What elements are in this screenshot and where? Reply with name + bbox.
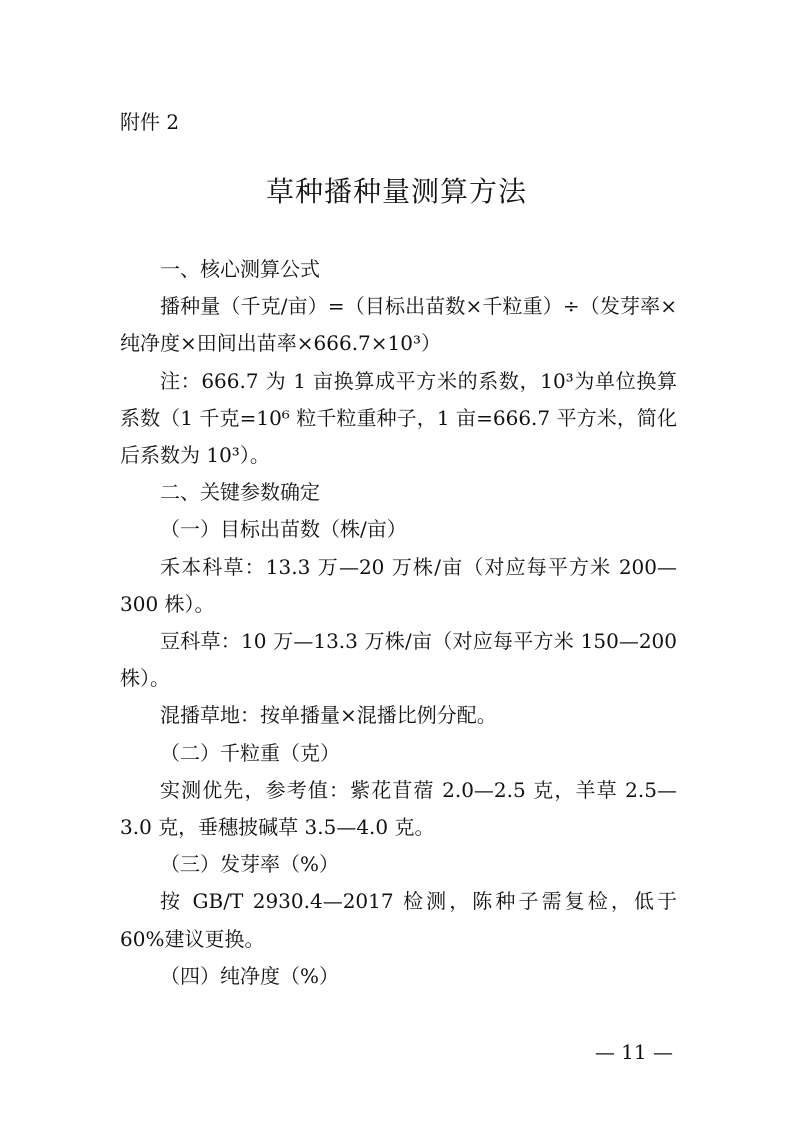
document-title: 草种播种量测算方法 [265, 175, 527, 208]
thousand-seed-weight-paragraph: 实测优先，参考值：紫花苜蓿 2.0—2.5 克，羊草 2.5—3.0 克，垂穗披碱草 3.5—4.0 克。 [120, 777, 677, 840]
germination-rate-paragraph: 按 GB/T 2930.4—2017 检测，陈种子需复检，低于 60%建议更换。 [120, 889, 677, 951]
subsection-heading-seedling-count: （一）目标出苗数（株/亩） [160, 517, 407, 542]
formula-paragraph: 播种量（千克/亩）=（目标出苗数×千粒重）÷（发芽率×纯净度×田间出苗率×666.7×10³） [120, 294, 677, 356]
note-paragraph: 注：666.7 为 1 亩换算成平方米的系数，10³为单位换算系数（1 千克=10⁶ 粒千粒重种子，1 亩=666.7 平方米，简化后系数为 10³）。 [120, 368, 677, 468]
section-heading-parameters: 二、关键参数确定 [160, 480, 320, 505]
subsection-heading-thousand-seed-weight: （二）千粒重（克） [160, 740, 340, 765]
page-number: — 11 — [594, 1040, 673, 1064]
grass-seedling-paragraph: 禾本科草：13.3 万—20 万株/亩（对应每平方米 200—300 株）。 [120, 554, 677, 616]
mixed-sowing-paragraph: 混播草地：按单播量×混播比例分配。 [160, 703, 497, 728]
subsection-heading-purity: （四）纯净度（%） [160, 963, 340, 988]
attachment-label: 附件 2 [120, 110, 180, 134]
legume-seedling-paragraph: 豆科草：10 万—13.3 万株/亩（对应每平方米 150—200 株）。 [120, 629, 677, 691]
document-body [120, 251, 677, 995]
section-heading-formula: 一、核心测算公式 [160, 257, 320, 281]
subsection-heading-germination-rate: （三）发芽率（%） [160, 852, 340, 877]
